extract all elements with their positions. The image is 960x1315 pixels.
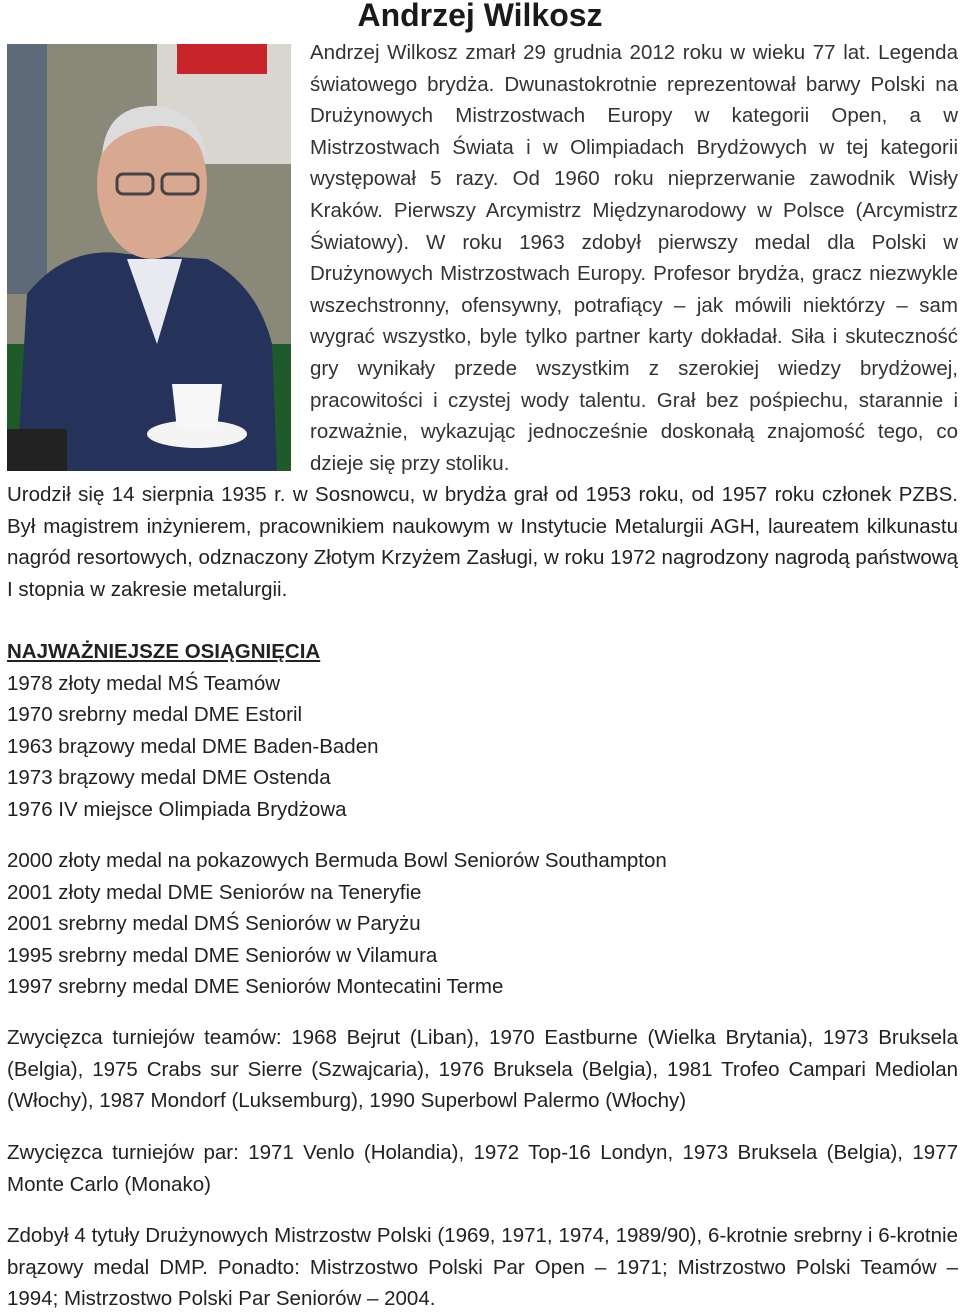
portrait-photo xyxy=(7,44,291,471)
biography-paragraph: Urodził się 14 sierpnia 1935 r. w Sosnowcu, w brydża grał od 1953 roku, od 1957 roku członek PZBS. Był magistrem inżynierem, pracownikiem naukowym w Instytucie Metalurgii AGH, laureatem kilkunastu nagród resortowych, odznaczony Złotym Krzyżem Zasługi, w roku 1972 nagrodzony nagrodą państwową I stopnia w zakresie metalurgii. xyxy=(7,483,958,601)
page-title: Andrzej Wilkosz xyxy=(357,0,603,33)
list-item: 2001 złoty medal DME Seniorów na Teneryfie xyxy=(7,880,422,904)
team-tournaments-paragraph: Zwycięzca turniejów teamów: 1968 Bejrut (Liban), 1970 Eastburne (Wielka Brytania), 1973 Bruksela (Belgia), 1975 Crabs sur Sierre (Szwajcaria), 1976 Bruksela (Belgia), 1981 Trofeo Campari Mediolan (Włochy), 1987 Mondorf (Luksemburg), 1990 Superbowl Palermo (Włochy) xyxy=(7,1026,958,1113)
intro-paragraph: Andrzej Wilkosz zmarł 29 grudnia 2012 roku w wieku 77 lat. Legenda światowego brydża. Dwunastokrotnie reprezentował barwy Polski na Drużynowych Mistrzostwach Europy w kategorii Open, a w Mistrzostwach Świata i w Olimpiadach Brydżowych w tej kategorii występował 5 razy. Od 1960 roku nieprzerwanie zawodnik Wisły Kraków. Pierwszy Arcymistrz Międzynarodowy w Polsce (Arcymistrz Światowy). W roku 1963 zdobył pierwszy medal dla Polski w Drużynowych Mistrzostwach Europy. Profesor brydża, gracz niezwykle wszechstronny, ofensywny, potrafiący – jak mówili niektórzy – sam wygrać wszystko, byle tylko partner karty dokładał. Siła i skuteczność gry wynikały przede wszystkim z szerokiej wiedzy brydżowej, pracowitości i czystej wody talentu. Grał bez pośpiechu, starannie i rozważnie, wykazując jednocześnie doskonałą znajomość tego, co dzieje się przy stoliku. xyxy=(310,41,958,475)
list-item: 1976 IV miejsce Olimpiada Brydżowa xyxy=(7,797,347,821)
list-item: 2001 srebrny medal DMŚ Seniorów w Paryżu xyxy=(7,912,421,936)
list-item: 1997 srebrny medal DME Seniorów Montecatini Terme xyxy=(7,975,504,999)
achievements-open-list xyxy=(7,636,958,826)
polish-titles-paragraph: Zdobył 4 tytuły Drużynowych Mistrzostw Polski (1969, 1971, 1974, 1989/90), 6-krotnie srebrny i 6-krotnie brązowy medal DMP. Ponadto: Mistrzostwo Polski Par Open – 1971; Mistrzostwo Polski Teamów – 1994; Mistrzostwo Polski Par Seniorów – 2004. xyxy=(7,1224,958,1311)
list-item: 1963 brązowy medal DME Baden-Baden xyxy=(7,734,379,758)
list-item: 1978 złoty medal MŚ Teamów xyxy=(7,671,281,695)
pair-tournaments-paragraph: Zwycięzca turniejów par: 1971 Venlo (Holandia), 1972 Top-16 Londyn, 1973 Bruksela (Belgia), 1977 Monte Carlo (Monako) xyxy=(7,1141,958,1196)
list-item: 2000 złoty medal na pokazowych Bermuda Bowl Seniorów Southampton xyxy=(7,849,667,872)
list-item: 1970 srebrny medal DME Estoril xyxy=(7,703,303,727)
list-item: 1973 brązowy medal DME Ostenda xyxy=(7,766,331,790)
achievements-seniors-list xyxy=(7,845,958,1003)
list-item: 1995 srebrny medal DME Seniorów w Vilamura xyxy=(7,943,438,967)
achievements-heading: NAJWAŻNIEJSZE OSIĄGNIĘCIA xyxy=(7,640,321,663)
